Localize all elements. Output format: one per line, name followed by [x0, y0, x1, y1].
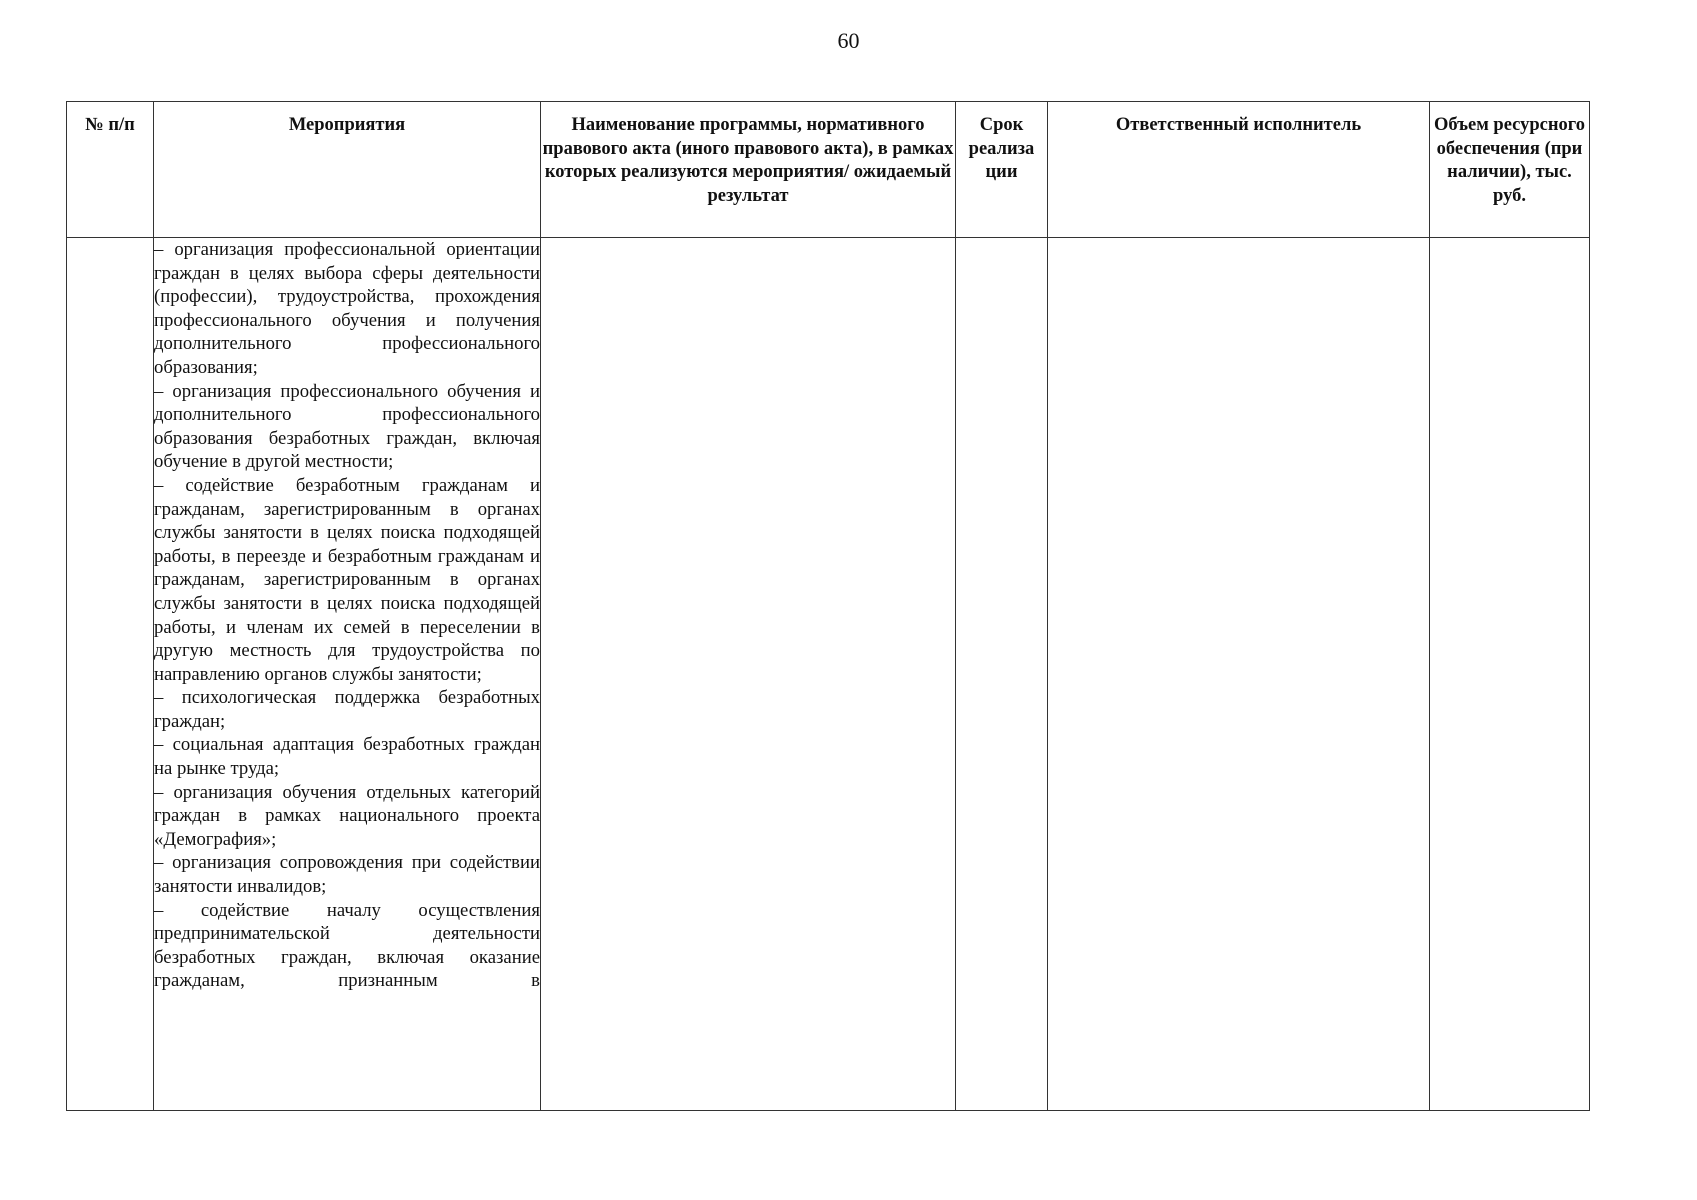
- event-item: – организация обучения отдельных категорий граждан в рамках национального проекта «Демография»;: [154, 781, 540, 850]
- cell-num: [67, 238, 154, 1111]
- event-item: – организация профессиональной ориентации граждан в целях выбора сферы деятельности (профессии), трудоустройства, прохождения профессионального обучения и получения дополнительного профессионального образования;: [154, 239, 540, 378]
- event-item: – содействие началу осуществления предпринимательской деятельности безработных граждан, включая оказание гражданам, признанным в: [154, 899, 540, 992]
- header-events: Мероприятия: [154, 102, 541, 238]
- cell-responsible: [1048, 238, 1430, 1111]
- header-volume: Объем ресурсного обеспечения (при наличии), тыс. руб.: [1430, 102, 1590, 238]
- event-item: – организация сопровождения при содействии занятости инвалидов;: [154, 852, 540, 898]
- event-item: – содействие безработным гражданам и гражданам, зарегистрированным в органах службы занятости в целях поиска подходящей работы, в переезде и безработным гражданам и гражданам, зарегистрированным в органах службы занятости в целях поиска подходящей работы, и членам их семей в переселении в другую местность для трудоустройства по направлению органов службы занятости;: [154, 474, 540, 685]
- header-num: № п/п: [67, 102, 154, 238]
- events-list: [154, 238, 540, 993]
- header-responsible: Ответственный исполнитель: [1048, 102, 1430, 238]
- cell-events: [154, 238, 541, 1111]
- event-item: – организация профессионального обучения и дополнительного профессионального образования безработных граждан, включая обучение в другой местности;: [154, 380, 540, 473]
- event-item: – психологическая поддержка безработных граждан;: [154, 687, 540, 732]
- cell-volume: [1430, 238, 1590, 1111]
- cell-program: [541, 238, 956, 1111]
- table-header-row: [67, 102, 1590, 238]
- page-number: 60: [837, 28, 860, 53]
- header-program: Наименование программы, нормативного правового акта (иного правового акта), в рамках которых реализуются мероприятия/ ожидаемый результат: [541, 102, 956, 238]
- header-term: Срок реализа ции: [956, 102, 1048, 238]
- table-row: [67, 238, 1590, 1111]
- cell-term: [956, 238, 1048, 1111]
- measures-table: [66, 101, 1590, 1111]
- event-item: – социальная адаптация безработных граждан на рынке труда;: [154, 734, 540, 780]
